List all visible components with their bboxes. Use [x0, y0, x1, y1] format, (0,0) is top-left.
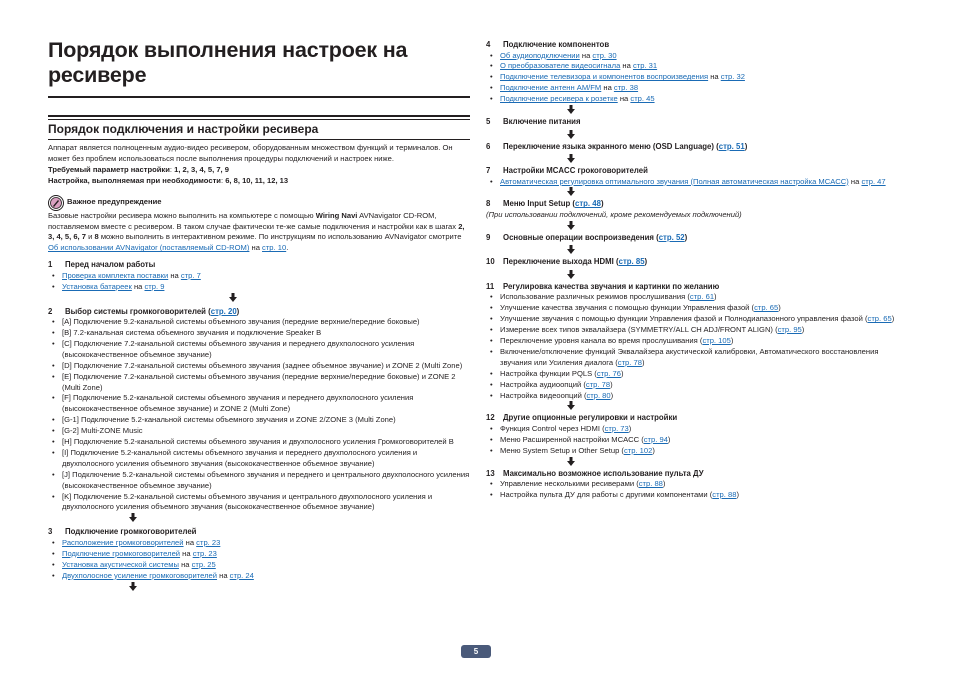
left-column [48, 38, 470, 591]
section-divider-bottom [48, 139, 470, 140]
page-link[interactable]: стр. 88 [712, 490, 737, 500]
warning-title: Важное предупреждение [67, 197, 162, 207]
link[interactable]: Проверка комплекта поставки [62, 270, 169, 280]
page-link[interactable]: стр. 65 [754, 303, 779, 313]
link[interactable]: Подключение ресивера к розетке [500, 94, 618, 104]
page-link[interactable]: стр. 85 [618, 257, 645, 267]
list-item: • Настройка пульта ДУ для работы с другими компонентами (стр. 88) [486, 490, 904, 501]
list-item: • Расположение громкоговорителей на стр. 23 [48, 538, 470, 549]
page-link[interactable]: стр. 65 [867, 314, 892, 324]
list-item: • [A] Подключение 9.2-канальной системы объемного звучания (передние верхние/передние боковые) [48, 317, 470, 328]
list-item: • Установка батареек на стр. 9 [48, 282, 470, 293]
list-item: • [E] Подключение 7.2-канальной системы объемного звучания (передние верхние/передние боковые) и ZONE 2 (Multi Zone) [48, 372, 470, 394]
list-item: • Функция Control через HDMI (стр. 73) [486, 424, 904, 435]
list-item: • Переключение уровня канала во время прослушивания (стр. 105) [486, 336, 904, 347]
link[interactable]: Расположение громкоговорителей [62, 537, 184, 547]
arrow-down-icon [228, 293, 238, 302]
list-item: • Меню System Setup и Other Setup (стр. 102) [486, 446, 904, 457]
link[interactable]: Установка батареек [62, 281, 132, 291]
page-link[interactable]: стр. 52 [658, 232, 685, 242]
arrow-down-icon [566, 457, 576, 466]
link[interactable]: Автоматическая регулировка оптимального звучания (Полная автоматическая настройка MCACC) [500, 176, 849, 186]
step-6: 6 Переключение языка экранного меню (OSD Language) (стр. 51) [486, 142, 904, 164]
page-link[interactable]: стр. 23 [192, 548, 217, 558]
page-link[interactable]: стр. 32 [720, 72, 745, 82]
link[interactable]: Установка акустической системы [62, 559, 179, 569]
list-item: • Настройка аудиоопций (стр. 78) [486, 380, 904, 391]
step-10: 10 Переключение выхода HDMI (стр. 85) [486, 257, 904, 279]
page-link[interactable]: стр. 45 [630, 94, 655, 104]
list-item: • Управление несколькими ресиверами (стр. 88) [486, 479, 904, 490]
list-item: • Проверка комплекта поставки на стр. 7 [48, 271, 470, 282]
page-link[interactable]: стр. 47 [861, 176, 886, 186]
list-item: • [I] Подключение 5.2-канальной системы объемного звучания и переднего двухполосного усиления и двухполосного усиления объемного звучания (высококачественное объемное звучание) [48, 448, 470, 470]
link[interactable]: О преобразователе видеосигнала [500, 61, 621, 71]
arrow-down-icon [128, 582, 138, 591]
page-number-badge: 5 [461, 645, 491, 658]
list-item: • [J] Подключение 5.2-канальной системы объемного звучания и переднего и центрального двухполосного усиления (высококачественное объемное звучание) [48, 470, 470, 492]
right-column [486, 40, 904, 501]
page-link[interactable]: стр. 105 [702, 335, 731, 345]
step-12: 12 Другие опционные регулировки и настройки • Функция Control через HDMI (стр. 73) • Меню Расширенной настройки MCACC (стр. 94) • Меню System Setup и Other Setup (стр. 102) [486, 413, 904, 465]
page-link[interactable]: стр. 48 [575, 199, 601, 209]
page-link[interactable]: стр. 78 [585, 379, 611, 389]
page-link[interactable]: стр. 51 [718, 141, 745, 151]
list-item: • [B] 7.2-канальная система объемного звучания и подключение Speaker B [48, 328, 470, 339]
page-link[interactable]: стр. 94 [643, 434, 668, 444]
list-item: • Установка акустической системы на стр. 25 [48, 560, 470, 571]
page-link[interactable]: стр. 10 [262, 243, 287, 253]
step-note: (При использовании подключений, кроме рекомендуемых подключений) [486, 209, 742, 219]
link[interactable]: Подключение громкоговорителей [62, 548, 181, 558]
page-title: Порядок выполнения настроек на ресивере [48, 38, 408, 87]
page-link[interactable]: стр. 9 [144, 281, 165, 291]
step-5: 5 Включение питания [486, 117, 904, 139]
page-link[interactable]: стр. 102 [623, 445, 653, 455]
list-item: • Улучшение качества звучания с помощью функции Управления фазой (стр. 65) [486, 303, 904, 314]
intro-paragraph: Аппарат является полноценным аудио-видео ресивером, оборудованным множеством функций и терминалов. Он может без проблем использоваться после выполнения процедуры подключений и настроек ниже. [48, 143, 453, 163]
section-title: Порядок подключения и настройки ресивера [48, 122, 319, 136]
list-item: • [G-2] Multi-ZONE Music [48, 426, 470, 437]
avnavigator-link[interactable]: Об использовании AVNavigator (поставляемый CD-ROM) [48, 243, 250, 253]
page-link[interactable]: стр. 61 [689, 292, 715, 302]
arrow-down-icon [128, 513, 138, 522]
page-link[interactable]: стр. 73 [604, 423, 629, 433]
list-item: • [G-1] Подключение 5.2-канальной системы объемного звучания и ZONE 2/ZONE 3 (Multi Zone) [48, 415, 470, 426]
arrow-down-icon [566, 245, 576, 254]
list-item: • Подключение антенн AM/FM на стр. 38 [486, 83, 904, 94]
list-item: • Подключение громкоговорителей на стр. 23 [48, 549, 470, 560]
title-divider [48, 96, 470, 98]
page-link[interactable]: стр. 31 [632, 61, 658, 71]
list-item: • [D] Подключение 7.2-канальной системы объемного звучания (заднее объемное звучание) и ZONE 2 (Multi Zone) [48, 361, 470, 372]
section-divider-top [48, 115, 470, 117]
list-item: • Использование различных режимов прослушивания (стр. 61) [486, 292, 904, 303]
page-link[interactable]: стр. 30 [592, 50, 617, 60]
list-item: • Подключение ресивера к розетке на стр. 45 [486, 94, 904, 105]
step-13: 13 Максимально возможное использование пульта ДУ • Управление несколькими ресиверами (стр. 88) • Настройка пульта ДУ для работы с другими компонентами (стр. 88) [486, 469, 904, 501]
link[interactable]: Подключение телевизора и компонентов воспроизведения [500, 72, 709, 82]
list-item: • Подключение телевизора и компонентов воспроизведения на стр. 32 [486, 72, 904, 83]
list-item: • Измерение всех типов эквалайзера (SYMMETRY/ALL CH ADJ/FRONT ALIGN) (стр. 95) [486, 325, 904, 336]
list-item: • Об аудиоподключении на стр. 30 [486, 51, 904, 62]
arrow-down-icon [566, 401, 576, 410]
step-7: 7 Настройки MCACC грокоговорителей • Автоматическая регулировка оптимального звучания (Полная автоматическая настройка MCACC) на стр. 47 [486, 166, 904, 196]
arrow-down-icon [566, 105, 576, 114]
list-item: • Меню Расширенной настройки MCACC (стр. 94) [486, 435, 904, 446]
list-item: • Настройка видеоопций (стр. 80) [486, 391, 904, 402]
list-item: • Двухполосное усиление громкоговорителей на стр. 24 [48, 571, 470, 582]
warning-text: Базовые настройки ресивера можно выполнить на компьютере с помощью Wiring Navi AVNavigator CD-ROM, поставляемом вместе с ресивером. В таком случае фактически те-же самые подключения и настройки как в шагах 2, 3, 4, 5, 6, 7 и 8 можно выполнить в интерактивном режиме. По инструкциям по использованию AVNavigator смотрите Об использовании AVNavigator (поставляемый CD-ROM) на стр. 10. [48, 210, 465, 253]
link[interactable]: Подключение антенн AM/FM [500, 83, 602, 93]
pen-warning-icon [48, 195, 64, 211]
warning-heading [48, 195, 470, 211]
list-item: • Настройка функции PQLS (стр. 76) [486, 369, 904, 380]
page-link[interactable]: стр. 80 [586, 390, 611, 400]
page-link[interactable]: стр. 76 [596, 368, 621, 378]
list-item: • Включение/отключение функций Эквалайзера акустической калибровки, Автоматического восстановления звучания или Усиления диалога (стр. 78) [486, 347, 904, 369]
arrow-down-icon [566, 154, 576, 163]
page-link[interactable]: стр. 24 [229, 570, 254, 580]
page-link[interactable]: стр. 78 [617, 357, 642, 367]
page-link[interactable]: стр. 20 [210, 306, 237, 316]
step-9: 9 Основные операции воспроизведения (стр. 52) [486, 233, 904, 255]
list-item: • О преобразователе видеосигнала на стр. 31 [486, 61, 904, 72]
arrow-down-icon [566, 221, 576, 230]
list-item: • Улучшение звучания с помощью функции Управления фазой и Полнодиапазонного управления фазой (стр. 65) [486, 314, 904, 325]
arrow-down-icon [566, 187, 576, 196]
arrow-down-icon [566, 130, 576, 139]
page-link[interactable]: стр. 23 [196, 537, 221, 547]
optional-settings: Настройка, выполняемая при необходимости: 6, 8, 10, 11, 12, 13 [48, 175, 289, 185]
page-link[interactable]: стр. 95 [777, 325, 802, 335]
step-4: 4 Подключение компонентов • Об аудиоподключении на стр. 30 • О преобразователе видеосигнала на стр. 31 • Подключение телевизора и компонентов воспроизведения на стр. 32 • Подключение антенн AM/FM на стр. 38 • Подключение ресивера к розетке на стр. 45 [486, 40, 904, 114]
page-link[interactable]: стр. 7 [180, 270, 201, 280]
list-item: • [F] Подключение 5.2-канальной системы объемного звучания и переднего двухполосного усиления (высококачественное объемное звучание) и ZONE 2 (Multi Zone) [48, 393, 470, 415]
section-divider-thin [48, 119, 470, 120]
page-link[interactable]: стр. 88 [638, 479, 663, 489]
link[interactable]: Двухполосное усиление громкоговорителей [62, 570, 218, 580]
list-item: • [C] Подключение 7.2-канальной системы объемного звучания и переднего двухполосного усиления (высококачественное объемное звучание) [48, 339, 470, 361]
list-item: • Автоматическая регулировка оптимального звучания (Полная автоматическая настройка MCACC) на стр. 47 [486, 177, 904, 188]
page-link[interactable]: стр. 38 [613, 83, 639, 93]
arrow-down-icon [566, 270, 576, 279]
link[interactable]: Об аудиоподключении [500, 50, 580, 60]
list-item: • [K] Подключение 5.2-канальной системы объемного звучания и центрального двухполосного усиления и двухполосного усиления объемного звучания (высококачественное объемное звучание) [48, 492, 470, 514]
step-2: 2 Выбор системы громкоговорителей (стр. 20) • [A] Подключение 9.2-канальной системы объемного звучания (передние верхние/передние боковые) • [B] 7.2-канальная система объемного звучания и подключение Speaker B • [C] Подключение 7.2-канальной системы объемного звучания и переднего двухполосного усиления (высококачественное объемное звучание) • [D] Подключение 7.2-канальной системы объемного звучания (заднее объемное звучание) и ZONE 2 (Multi Zone) • [E] Подключение 7.2-канальной системы объемного звучания (передние верхние/передние боковые) и ZONE 2 (Multi Zone) • [F] Подключение 5.2-канальной системы объемного звучания и переднего двухполосного усиления (высококачественное объемное звучание) и ZONE 2 (Multi Zone) • [G-1] Подключение 5.2-канальной системы объемного звучания и ZONE 2/ZONE 3 (Multi Zone) • [G-2] Multi-ZONE Music • [H] Подключение 5.2-канальной системы объемного звучания и двухполосного усиления Громкоговорителей B • [I] Подключение 5.2-канальной системы объемного звучания и переднего двухполосного усиления и двухполосного усиления объемного звучания (высококачественное объемное звучание) • [J] Подключение 5.2-канальной системы объемного звучания и переднего и центрального двухполосного усиления (высококачественное объемное звучание) • [K] Подключение 5.2-канальной системы объемного звучания и центрального двухполосного усиления и двухполосного усиления объемного звучания (высококачественное объемное звучание) [48, 307, 470, 523]
step-1: 1 Перед началом работы • Проверка комплекта поставки на стр. 7 • Установка батареек на стр. 9 [48, 260, 470, 301]
step-8: 8 Меню Input Setup (стр. 48) (При использовании подключений, кроме рекомендуемых подключений) [486, 199, 904, 229]
list-item: • [H] Подключение 5.2-канальной системы объемного звучания и двухполосного усиления Громкоговорителей B [48, 437, 470, 448]
step-3: 3 Подключение громкоговорителей • Расположение громкоговорителей на стр. 23 • Подключение громкоговорителей на стр. 23 • Установка акустической системы на стр. 25 • Двухполосное усиление громкоговорителей на стр. 24 [48, 527, 470, 590]
required-settings: Требуемый параметр настройки: 1, 2, 3, 4, 5, 7, 9 [48, 164, 229, 174]
step-11: 11 Регулировка качества звучания и картинки по желанию • Использование различных режимов прослушивания (стр. 61) • Улучшение качества звучания с помощью функции Управления фазой (стр. 65) • Улучшение звучания с помощью функции Управления фазой и Полнодиапазонного управления фазой (стр. 65) • Измерение всех типов эквалайзера (SYMMETRY/ALL CH ADJ/FRONT ALIGN) (стр. 95) • Переключение уровня канала во время прослушивания (стр. 105) • Включение/отключение функций Эквалайзера акустической калибровки, Автоматического восстановления звучания или Усиления диалога (стр. 78) • Настройка функции PQLS (стр. 76) • Настройка аудиоопций (стр. 78) • Настройка видеоопций (стр. 80) [486, 282, 904, 411]
page-link[interactable]: стр. 25 [191, 559, 216, 569]
